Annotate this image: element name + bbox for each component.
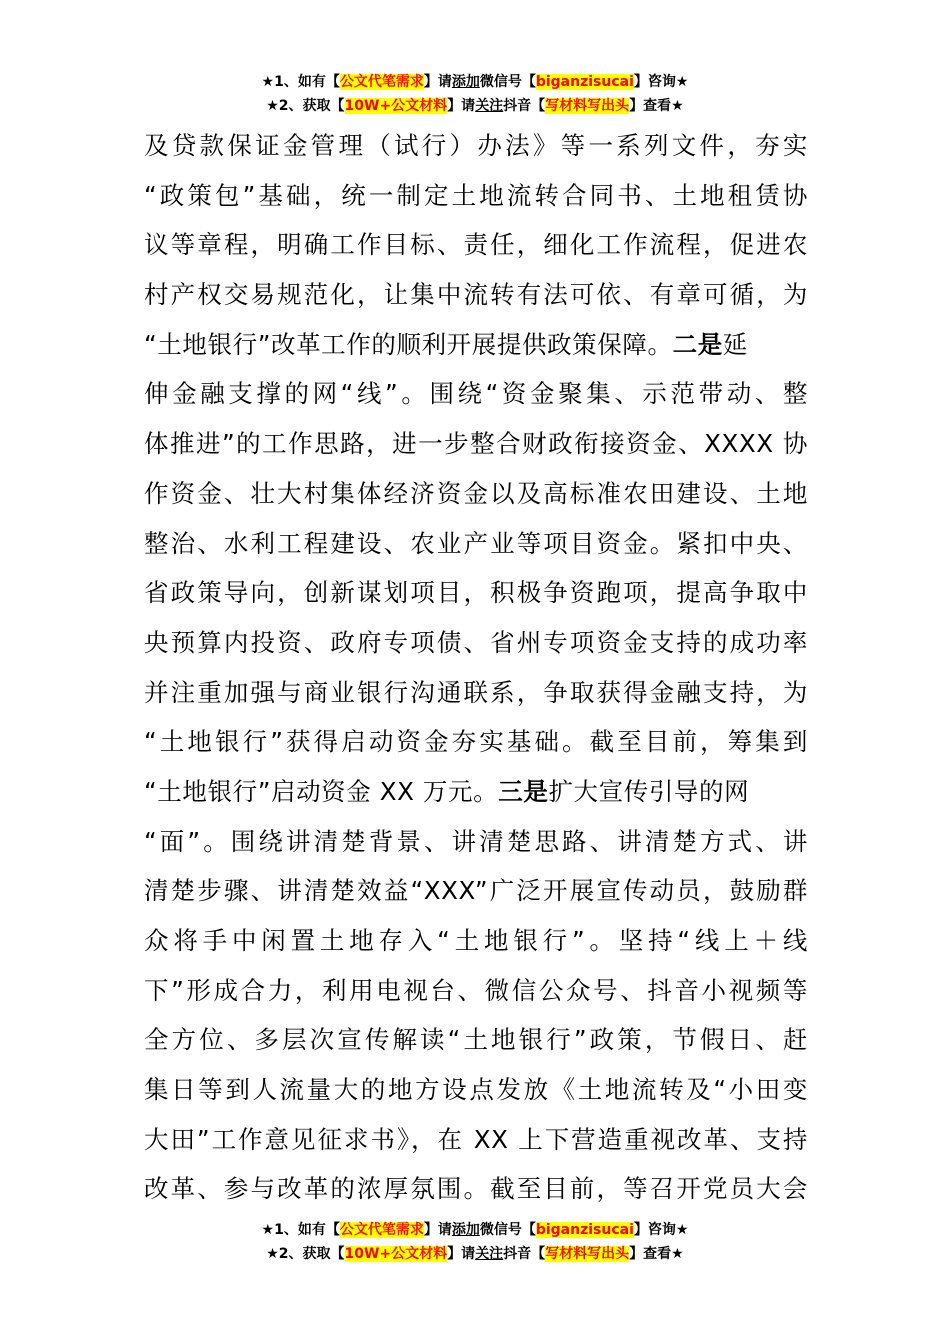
- body-line: 整治、水利工程建设、农业产业等项目资金。紧扣中央、: [144, 528, 808, 558]
- banner-text: 】咨询★: [633, 74, 689, 90]
- banner-highlight: 公文代笔需求: [339, 1222, 424, 1238]
- banner-text: 】请: [447, 98, 476, 114]
- banner-text: ★2、获取【: [266, 98, 345, 114]
- banner-highlight: 写材料写出头: [545, 98, 630, 114]
- banner-highlight: 公文代笔需求: [339, 74, 424, 90]
- body-line: 央预算内投资、政府专项债、省州专项资金支持的成功率: [144, 627, 808, 657]
- body-line: 伸金融支撑的网“线”。围绕“资金聚集、示范带动、整: [144, 379, 808, 409]
- body-line: 众将手中闲置土地存入“土地银行”。坚持“线上＋线: [144, 926, 808, 955]
- body-line: 作资金、壮大村集体经济资金以及高标准农田建设、土地: [144, 478, 808, 508]
- body-line: 下”形成合力，利用电视台、微信公众号、抖音小视频等: [144, 975, 808, 1005]
- body-line-text: “土地银行”改革工作的顺利开展提供政策保障。: [144, 329, 673, 359]
- banner-text: 】查看★: [629, 98, 684, 114]
- banner-text: ★1、如有【: [261, 74, 340, 90]
- body-line: 村产权交易规范化，让集中流转有法可依、有章可循，为: [144, 280, 808, 310]
- body-line: 并注重加强与商业银行沟通联系，争取获得金融支持，为: [144, 677, 808, 707]
- document-body: [144, 121, 808, 1214]
- body-line: [144, 767, 808, 817]
- banner-text: 】查看★: [629, 1246, 684, 1262]
- footer-banner: [0, 1218, 950, 1266]
- header-banner: [0, 70, 950, 118]
- banner-line-2: [0, 1242, 950, 1266]
- banner-text: 抖音【: [503, 1246, 546, 1262]
- banner-line-1: [0, 1218, 950, 1242]
- banner-highlight: biganzisucai: [535, 74, 634, 90]
- body-line: 全方位、多层次宣传解读“土地银行”政策，节假日、赶: [144, 1025, 808, 1055]
- banner-highlight: biganzisucai: [535, 1222, 634, 1238]
- body-line-text: “土地银行”启动资金 XX 万元。: [144, 776, 499, 806]
- banner-text: 】请: [423, 1222, 452, 1238]
- body-line: 改革、参与改革的浓厚氛围。截至目前，等召开党员大会: [144, 1174, 808, 1204]
- body-line: 大田”工作意见征求书》，在 XX 上下营造重视改革、支持: [144, 1124, 808, 1154]
- banner-text: 微信号【: [479, 74, 536, 90]
- body-line: “政策包”基础，统一制定土地流转合同书、土地租赁协: [144, 180, 808, 210]
- enumeration-marker: 三是: [498, 776, 549, 806]
- banner-underlined: 关注: [475, 1246, 504, 1262]
- banner-text: ★1、如有【: [261, 1222, 340, 1238]
- banner-underlined: 添加: [451, 74, 480, 90]
- banner-underlined: 添加: [451, 1222, 480, 1238]
- body-line: “面”。围绕讲清楚背景、讲清楚思路、讲清楚方式、讲: [144, 826, 808, 856]
- banner-underlined: 关注: [475, 98, 504, 114]
- banner-highlight: 10W+公文材料: [344, 1246, 448, 1262]
- enumeration-marker: 二是: [672, 329, 723, 359]
- body-line: 及贷款保证金管理（试行）办法》等一系列文件，夯实: [144, 131, 808, 160]
- body-line: 清楚步骤、讲清楚效益“XXX”广泛开展宣传动员，鼓励群: [144, 876, 808, 906]
- body-line-text: 扩大宣传引导的网: [548, 776, 750, 806]
- body-line: “土地银行”获得启动资金夯实基础。截至目前，筹集到: [144, 727, 808, 757]
- body-line: 议等章程，明确工作目标、责任，细化工作流程，促进农: [144, 230, 808, 260]
- body-line: 省政策导向，创新谋划项目，积极争资跑项，提高争取中: [144, 578, 808, 608]
- body-line-text: 延: [722, 329, 748, 359]
- body-line: 集日等到人流量大的地方设点发放《土地流转及“小田变: [144, 1075, 808, 1105]
- banner-line-2: [0, 94, 950, 118]
- body-line: 体推进”的工作思路，进一步整合财政衔接资金、XXXX 协: [144, 429, 808, 459]
- banner-text: 】请: [423, 74, 452, 90]
- body-line: [144, 320, 808, 370]
- banner-line-1: [0, 70, 950, 94]
- banner-text: 】咨询★: [633, 1222, 689, 1238]
- banner-text: 微信号【: [479, 1222, 536, 1238]
- banner-text: 抖音【: [503, 98, 546, 114]
- banner-text: ★2、获取【: [266, 1246, 345, 1262]
- banner-highlight: 10W+公文材料: [344, 98, 448, 114]
- banner-text: 】请: [447, 1246, 476, 1262]
- banner-highlight: 写材料写出头: [545, 1246, 630, 1262]
